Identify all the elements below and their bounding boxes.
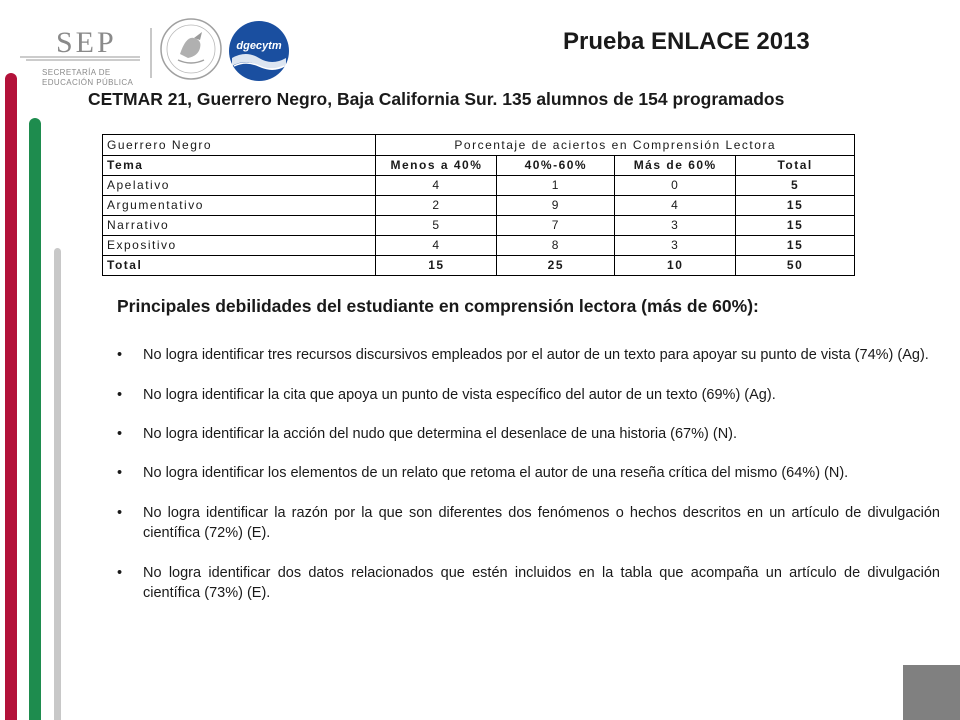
bullet-icon: • (117, 565, 123, 581)
cell-mas60: 0 (615, 176, 736, 196)
list-item (117, 463, 940, 483)
table-header-row (103, 156, 855, 176)
cell-total: 15 (736, 216, 855, 236)
bullet-icon: • (117, 505, 123, 521)
col-header-total: Total (736, 156, 855, 176)
cell-tema: Expositivo (103, 236, 376, 256)
sep-logo-subtitle-1: SECRETARÍA DE (42, 68, 111, 77)
cell-40-60: 25 (497, 256, 615, 276)
coat-of-arms-seal-icon (158, 14, 224, 84)
col-header-40-60: 40%-60% (497, 156, 615, 176)
cell-tema: Narrativo (103, 216, 376, 236)
cell-menos40: 5 (376, 216, 497, 236)
list-item (117, 503, 940, 543)
list-item (117, 563, 940, 603)
bullet-icon: • (117, 387, 123, 403)
col-header-mas60: Más de 60% (615, 156, 736, 176)
list-item-text: No logra identificar dos datos relacionados que estén incluidos en la tabla que acompaña un artículo de divulgación científica (73%) (E). (143, 565, 940, 601)
cell-40-60: 1 (497, 176, 615, 196)
cell-menos40: 15 (376, 256, 497, 276)
bullet-icon: • (117, 426, 123, 442)
page-title: Prueba ENLACE 2013 (563, 28, 810, 55)
table-group-header: Porcentaje de aciertos en Comprensión Lectora (376, 135, 855, 156)
list-item-text: No logra identificar la acción del nudo que determina el desenlace de una historia (67%) (N). (143, 426, 738, 442)
cell-mas60: 3 (615, 216, 736, 236)
cell-mas60: 4 (615, 196, 736, 216)
sep-logo-lines (20, 56, 140, 62)
cell-40-60: 8 (497, 236, 615, 256)
cell-tema: Total (103, 256, 376, 276)
cell-total: 5 (736, 176, 855, 196)
table-location: Guerrero Negro (103, 135, 376, 156)
list-item (117, 345, 940, 365)
list-item-text: No logra identificar la cita que apoya un punto de vista específico del autor de un texto (69%) (Ag). (143, 387, 776, 403)
col-header-tema: Tema (103, 156, 376, 176)
sep-logo (20, 26, 146, 87)
cell-mas60: 3 (615, 236, 736, 256)
list-item (117, 424, 940, 444)
dgecytm-logo-text: dgecytm (236, 40, 282, 52)
bullet-icon: • (117, 347, 123, 363)
table-row (103, 176, 855, 196)
sep-logo-subtitle-2: EDUCACIÓN PÚBLICA (42, 78, 134, 87)
col-header-menos40: Menos a 40% (376, 156, 497, 176)
cell-menos40: 2 (376, 196, 497, 216)
sep-logo-word: SEP (56, 26, 117, 59)
cell-40-60: 9 (497, 196, 615, 216)
dgecytm-logo (228, 20, 290, 82)
cell-40-60: 7 (497, 216, 615, 236)
table-row (103, 216, 855, 236)
corner-gray-box (903, 665, 960, 720)
table-total-row (103, 256, 855, 276)
bullet-icon: • (117, 465, 123, 481)
cell-total: 15 (736, 196, 855, 216)
green-side-bar (29, 118, 41, 720)
list-item-text: No logra identificar la razón por la que son diferentes dos fenómenos o hechos descritos en un artículo de divulgación científica (72%) (E). (143, 505, 940, 541)
cell-tema: Argumentativo (103, 196, 376, 216)
list-item-text: No logra identificar los elementos de un relato que retoma el autor de una reseña crítica del mismo (64%) (N). (143, 465, 849, 481)
cell-total: 50 (736, 256, 855, 276)
logo-divider (150, 28, 152, 78)
list-item-text: No logra identificar tres recursos discursivos empleados por el autor de un texto para apoyar su punto de vista (74%) (Ag). (143, 347, 929, 363)
table-row (103, 236, 855, 256)
list-item (117, 385, 940, 405)
table-row (103, 196, 855, 216)
weakness-list (117, 345, 940, 603)
cell-total: 15 (736, 236, 855, 256)
cell-mas60: 10 (615, 256, 736, 276)
cell-menos40: 4 (376, 236, 497, 256)
red-side-bar (5, 73, 17, 720)
section-title: Principales debilidades del estudiante en comprensión lectora (más de 60%): (117, 296, 759, 316)
page-subtitle: CETMAR 21, Guerrero Negro, Baja California Sur. 135 alumnos de 154 programados (88, 89, 785, 109)
table-title-row (103, 135, 855, 156)
cell-menos40: 4 (376, 176, 497, 196)
cell-tema: Apelativo (103, 176, 376, 196)
results-table (102, 134, 855, 276)
gray-side-bar (54, 248, 61, 720)
